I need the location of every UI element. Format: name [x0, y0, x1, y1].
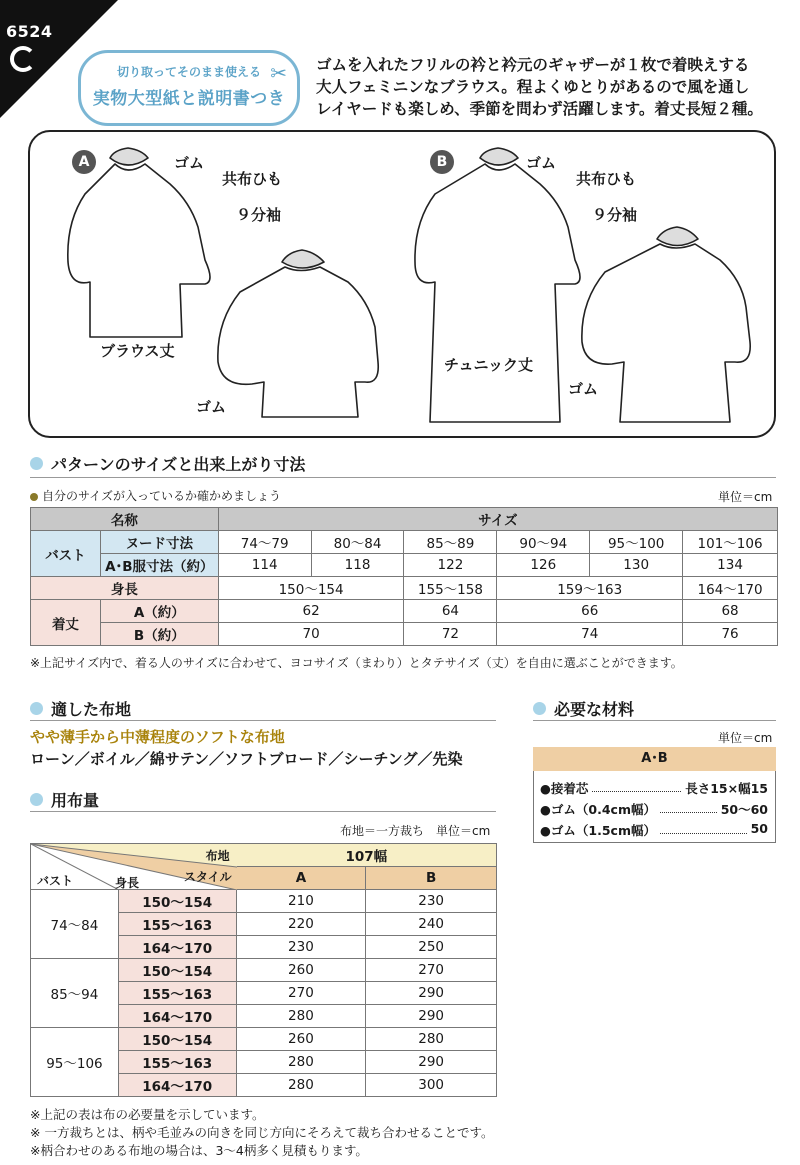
a-cell: 280: [236, 1005, 366, 1028]
b-length-value: 76: [683, 623, 778, 646]
bust-group: 74～84: [31, 890, 119, 959]
note-line: ※柄合わせのある布地の場合は、3～4柄多く見積もります。: [30, 1143, 368, 1158]
leader-dots: [660, 821, 747, 834]
bust-group: 85～94: [31, 959, 119, 1028]
table-row: [31, 600, 778, 623]
material-value: 50～60: [720, 802, 768, 817]
table-row: [31, 890, 497, 913]
materials-section-heading: [533, 697, 634, 720]
a-cell: 280: [236, 1051, 366, 1074]
b-cell: 280: [366, 1028, 497, 1051]
finished-value: 134: [683, 554, 778, 577]
finished-label: A･B服寸法（約）: [100, 554, 218, 577]
header-size: サイズ: [218, 508, 777, 531]
height-cell: 150～154: [118, 959, 236, 982]
a-cell: 260: [236, 959, 366, 982]
materials-header: A･B: [533, 747, 776, 771]
a-sleeve-label: ９分袖: [236, 206, 282, 224]
divider: [533, 720, 776, 721]
intro-line: ゴムを入れたフリルの衿と衿元のギャザーが１枚で着映えする: [316, 56, 750, 74]
fabric-section-title: 適した布地: [51, 700, 132, 719]
table-row: [31, 554, 778, 577]
intro-line: レイヤードも楽しめ、季節を問わず活躍します。着丈長短２種。: [316, 100, 763, 118]
height-value: 164～170: [683, 577, 778, 600]
table-row: [31, 508, 778, 531]
b-himo-label: 共布ひも: [576, 170, 637, 188]
col-b: B: [366, 867, 497, 890]
note-line: ※上記の表は布の必要量を示しています。: [30, 1107, 265, 1122]
style-a-marker: A: [72, 150, 96, 174]
yardage-section-heading: [30, 788, 99, 811]
intro-line: 大人フェミニンなブラウス。程よくゆとりがあるので風を通し: [316, 78, 750, 96]
b-length-label: B（約）: [100, 623, 218, 646]
nude-value: 95～100: [590, 531, 683, 554]
height-cell: 164～170: [118, 1005, 236, 1028]
table-row: [31, 959, 497, 982]
a-cell: 210: [236, 890, 366, 913]
yardage-notes: [30, 1106, 493, 1160]
b-length-label: チュニック丈: [444, 356, 533, 374]
a-cell: 280: [236, 1074, 366, 1097]
materials-list: [533, 771, 776, 843]
a-length-value: 68: [683, 600, 778, 623]
finished-value: 114: [218, 554, 311, 577]
leader-dots: [660, 800, 717, 813]
height-value: 155～158: [404, 577, 497, 600]
section-dot-icon: [30, 702, 43, 715]
b-cell: 290: [366, 1005, 497, 1028]
fabric-list: ローン／ボイル／綿サテン／ソフトブロード／シーチング／先染: [30, 750, 463, 768]
materials-section-title: 必要な材料: [554, 700, 635, 719]
h-height: 身長: [115, 876, 140, 890]
height-cell: 155～163: [118, 913, 236, 936]
height-cell: 155～163: [118, 1051, 236, 1074]
nude-value: 90～94: [497, 531, 590, 554]
finished-value: 118: [311, 554, 404, 577]
list-item: [540, 821, 768, 839]
a-cell: 230: [236, 936, 366, 959]
badge-big-text: 実物大型紙と説明書つき: [92, 89, 286, 109]
b-gomu-bottom-label: ゴム: [568, 380, 599, 398]
fabric-subtitle: やや薄手から中薄程度のソフトな布地: [30, 728, 285, 746]
b-cell: 250: [366, 936, 497, 959]
fabric-section-heading: [30, 697, 131, 720]
a-length-label: ブラウス丈: [100, 342, 175, 360]
finished-value: 126: [497, 554, 590, 577]
b-length-value: 70: [218, 623, 404, 646]
yardage-unit: 布地＝一方裁ち 単位＝cm: [340, 824, 491, 838]
height-label: 身長: [31, 577, 219, 600]
section-dot-icon: [533, 702, 546, 715]
height-cell: 150～154: [118, 1028, 236, 1051]
table-row: [31, 531, 778, 554]
a-length-label: A（約）: [100, 600, 218, 623]
b-gomu-top-label: ゴム: [526, 154, 557, 172]
size-section-heading: [30, 452, 305, 475]
height-value: 150～154: [218, 577, 404, 600]
pattern-badge: [78, 50, 300, 126]
table-row: [31, 577, 778, 600]
b-length-value: 72: [404, 623, 497, 646]
h-bust: バスト: [37, 874, 74, 888]
style-b-marker: B: [430, 150, 454, 174]
divider: [30, 477, 776, 478]
yardage-section-title: 用布量: [51, 791, 100, 810]
finished-value: 122: [404, 554, 497, 577]
b-length-value: 74: [497, 623, 683, 646]
table-row: [31, 844, 497, 867]
a-gomu-top-label: ゴム: [174, 154, 205, 172]
nude-value: 101～106: [683, 531, 778, 554]
a-cell: 270: [236, 982, 366, 1005]
scissors-icon: ✂: [270, 61, 287, 85]
intro-text: [316, 54, 786, 120]
size-footnote: ※上記サイズ内で、着る人のサイズに合わせて、ヨコサイズ（まわり）とタテサイズ（丈）を自由に選ぶことができます。: [30, 656, 683, 670]
b-sleeve-label: ９分袖: [592, 206, 638, 224]
section-dot-icon: [30, 457, 43, 470]
a-gomu-bottom-label: ゴム: [196, 398, 227, 416]
a-length-value: 62: [218, 600, 404, 623]
a-cell: 260: [236, 1028, 366, 1051]
size-note: [30, 487, 281, 504]
h-width: 107幅: [236, 844, 496, 867]
size-unit: 単位＝cm: [718, 490, 773, 504]
b-cell: 290: [366, 1051, 497, 1074]
illustration-box: [28, 130, 776, 438]
material-value: 50: [750, 821, 768, 836]
pattern-code: 6524: [6, 22, 53, 41]
b-cell: 300: [366, 1074, 497, 1097]
nude-value: 74～79: [218, 531, 311, 554]
yardage-table: [30, 843, 497, 1097]
h-fabric: 布地: [205, 849, 230, 863]
nude-value: 85～89: [404, 531, 497, 554]
height-cell: 164～170: [118, 1074, 236, 1097]
height-value: 159～163: [497, 577, 683, 600]
diagonal-header: [31, 844, 237, 890]
header-name: 名称: [31, 508, 219, 531]
col-a: A: [236, 867, 366, 890]
b-cell: 230: [366, 890, 497, 913]
brand-logo-icon: [10, 46, 36, 72]
b-cell: 240: [366, 913, 497, 936]
note-line: ※ 一方裁ちとは、柄や毛並みの向きを同じ方向にそろえて裁ち合わせることです。: [30, 1125, 494, 1140]
height-cell: 164～170: [118, 936, 236, 959]
size-table: [30, 507, 778, 646]
size-section-title: パターンのサイズと出来上がり寸法: [51, 455, 306, 474]
h-style: スタイル: [183, 870, 232, 884]
material-name: ●ゴム（1.5cm幅）: [540, 823, 656, 838]
a-himo-label: 共布ひも: [222, 170, 283, 188]
b-cell: 290: [366, 982, 497, 1005]
material-name: ●接着芯: [540, 781, 589, 796]
a-length-value: 66: [497, 600, 683, 623]
bullet-icon: [30, 493, 38, 501]
divider: [30, 720, 496, 721]
list-item: [540, 800, 768, 818]
a-cell: 220: [236, 913, 366, 936]
leader-dots: [592, 779, 681, 792]
material-value: 長さ15×幅15: [685, 781, 768, 796]
nude-value: 80～84: [311, 531, 404, 554]
bust-group: 95～106: [31, 1028, 119, 1097]
nude-label: ヌード寸法: [100, 531, 218, 554]
bust-label: バスト: [31, 531, 101, 577]
materials-unit: 単位＝cm: [718, 731, 773, 745]
garment-illustrations: [30, 132, 778, 440]
b-cell: 270: [366, 959, 497, 982]
table-row: [31, 623, 778, 646]
list-item: [540, 779, 768, 797]
a-length-value: 64: [404, 600, 497, 623]
size-note-text: 自分のサイズが入っているか確かめましょう: [42, 489, 282, 503]
height-cell: 155～163: [118, 982, 236, 1005]
table-row: [31, 1028, 497, 1051]
length-label: 着丈: [31, 600, 101, 646]
finished-value: 130: [590, 554, 683, 577]
section-dot-icon: [30, 793, 43, 806]
material-name: ●ゴム（0.4cm幅）: [540, 802, 656, 817]
height-cell: 150～154: [118, 890, 236, 913]
divider: [30, 811, 496, 812]
badge-small-text: 切り取ってそのまま使える: [116, 65, 261, 79]
